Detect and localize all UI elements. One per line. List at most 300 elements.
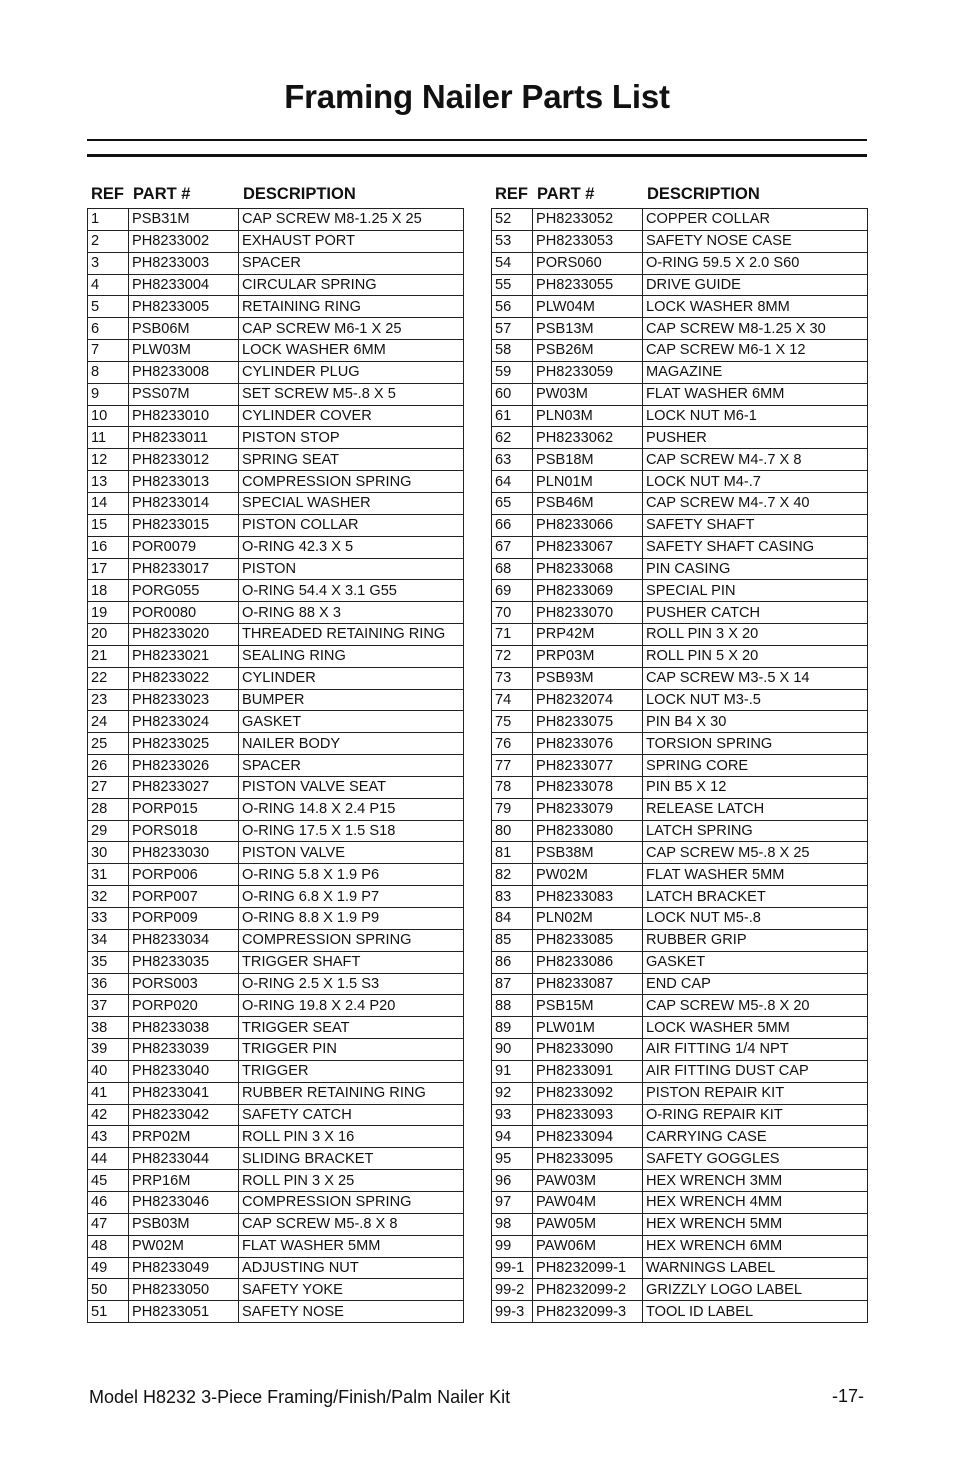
- part-number-cell: PH8233068: [533, 558, 643, 580]
- ref-cell: 28: [88, 798, 129, 820]
- description-cell: TORSION SPRING: [643, 733, 868, 755]
- part-number-cell: PH8233092: [533, 1082, 643, 1104]
- ref-cell: 90: [492, 1039, 533, 1061]
- part-number-cell: PH8233085: [533, 929, 643, 951]
- description-cell: SAFETY CATCH: [239, 1104, 464, 1126]
- part-number-cell: PH8233040: [129, 1060, 239, 1082]
- part-number-cell: PH8233052: [533, 209, 643, 231]
- description-cell: TRIGGER SEAT: [239, 1017, 464, 1039]
- column-header-part: PART #: [133, 185, 191, 203]
- description-cell: LATCH SPRING: [643, 820, 868, 842]
- table-row: [88, 383, 464, 405]
- table-row: [88, 318, 464, 340]
- description-cell: LOCK NUT M6-1: [643, 405, 868, 427]
- table-row: [492, 602, 868, 624]
- ref-cell: 56: [492, 296, 533, 318]
- description-cell: PISTON VALVE: [239, 842, 464, 864]
- table-row: [492, 558, 868, 580]
- description-cell: PUSHER CATCH: [643, 602, 868, 624]
- table-row: [492, 755, 868, 777]
- description-cell: O-RING 6.8 X 1.9 P7: [239, 886, 464, 908]
- part-number-cell: PH8233041: [129, 1082, 239, 1104]
- table-row: [88, 558, 464, 580]
- ref-cell: 99-3: [492, 1301, 533, 1323]
- parts-list-right: [491, 183, 867, 1323]
- description-cell: LOCK NUT M5-.8: [643, 908, 868, 930]
- part-number-cell: PH8233042: [129, 1104, 239, 1126]
- part-number-cell: PH8233027: [129, 776, 239, 798]
- table-row: [492, 995, 868, 1017]
- column-header-ref: REF: [495, 185, 528, 203]
- ref-cell: 18: [88, 580, 129, 602]
- part-number-cell: PH8233034: [129, 929, 239, 951]
- part-number-cell: PORP009: [129, 908, 239, 930]
- ref-cell: 96: [492, 1170, 533, 1192]
- part-number-cell: PSB26M: [533, 340, 643, 362]
- part-number-cell: PH8233091: [533, 1060, 643, 1082]
- description-cell: SPRING SEAT: [239, 449, 464, 471]
- table-row: [492, 1082, 868, 1104]
- part-number-cell: PH8233059: [533, 361, 643, 383]
- table-row: [492, 820, 868, 842]
- ref-cell: 92: [492, 1082, 533, 1104]
- ref-cell: 99-2: [492, 1279, 533, 1301]
- description-cell: END CAP: [643, 973, 868, 995]
- part-number-cell: PH8233025: [129, 733, 239, 755]
- table-row: [88, 733, 464, 755]
- ref-cell: 74: [492, 689, 533, 711]
- description-cell: O-RING 59.5 X 2.0 S60: [643, 252, 868, 274]
- table-row: [88, 1082, 464, 1104]
- table-header: [491, 183, 867, 208]
- ref-cell: 7: [88, 340, 129, 362]
- table-row: [492, 886, 868, 908]
- title-rule-thin: [87, 139, 867, 141]
- part-number-cell: PH8233023: [129, 689, 239, 711]
- description-cell: RELEASE LATCH: [643, 798, 868, 820]
- table-row: [492, 361, 868, 383]
- part-number-cell: POR0079: [129, 536, 239, 558]
- table-row: [492, 318, 868, 340]
- ref-cell: 29: [88, 820, 129, 842]
- ref-cell: 68: [492, 558, 533, 580]
- description-cell: LOCK WASHER 6MM: [239, 340, 464, 362]
- ref-cell: 64: [492, 471, 533, 493]
- ref-cell: 70: [492, 602, 533, 624]
- part-number-cell: PH8233030: [129, 842, 239, 864]
- description-cell: PISTON REPAIR KIT: [643, 1082, 868, 1104]
- table-row: [88, 449, 464, 471]
- table-row: [492, 624, 868, 646]
- description-cell: PUSHER: [643, 427, 868, 449]
- description-cell: TRIGGER PIN: [239, 1039, 464, 1061]
- parts-table-right: [491, 208, 868, 1323]
- table-row: [492, 1104, 868, 1126]
- table-row: [88, 886, 464, 908]
- ref-cell: 95: [492, 1148, 533, 1170]
- ref-cell: 32: [88, 886, 129, 908]
- ref-cell: 45: [88, 1170, 129, 1192]
- ref-cell: 21: [88, 645, 129, 667]
- part-number-cell: PH8232099-3: [533, 1301, 643, 1323]
- part-number-cell: PH8233020: [129, 624, 239, 646]
- table-row: [88, 1060, 464, 1082]
- table-row: [492, 296, 868, 318]
- description-cell: CAP SCREW M6-1 X 25: [239, 318, 464, 340]
- part-number-cell: PORP020: [129, 995, 239, 1017]
- table-row: [88, 624, 464, 646]
- table-row: [492, 536, 868, 558]
- description-cell: MAGAZINE: [643, 361, 868, 383]
- description-cell: CIRCULAR SPRING: [239, 274, 464, 296]
- ref-cell: 44: [88, 1148, 129, 1170]
- part-number-cell: PSB03M: [129, 1213, 239, 1235]
- ref-cell: 49: [88, 1257, 129, 1279]
- description-cell: TOOL ID LABEL: [643, 1301, 868, 1323]
- table-row: [88, 1170, 464, 1192]
- part-number-cell: PH8233049: [129, 1257, 239, 1279]
- part-number-cell: PORS003: [129, 973, 239, 995]
- table-row: [88, 711, 464, 733]
- description-cell: O-RING REPAIR KIT: [643, 1104, 868, 1126]
- description-cell: PISTON VALVE SEAT: [239, 776, 464, 798]
- description-cell: SPACER: [239, 755, 464, 777]
- description-cell: PIN CASING: [643, 558, 868, 580]
- page-title: Framing Nailer Parts List: [284, 78, 670, 115]
- part-number-cell: PH8233069: [533, 580, 643, 602]
- ref-cell: 4: [88, 274, 129, 296]
- table-row: [492, 776, 868, 798]
- part-number-cell: PSB38M: [533, 842, 643, 864]
- description-cell: SAFETY NOSE CASE: [643, 230, 868, 252]
- table-row: [492, 252, 868, 274]
- table-row: [492, 842, 868, 864]
- table-row: [492, 645, 868, 667]
- table-row: [88, 1104, 464, 1126]
- ref-cell: 2: [88, 230, 129, 252]
- description-cell: PISTON COLLAR: [239, 514, 464, 536]
- description-cell: LOCK NUT M4-.7: [643, 471, 868, 493]
- part-number-cell: PW02M: [129, 1235, 239, 1257]
- ref-cell: 60: [492, 383, 533, 405]
- ref-cell: 8: [88, 361, 129, 383]
- part-number-cell: PSB46M: [533, 492, 643, 514]
- ref-cell: 65: [492, 492, 533, 514]
- ref-cell: 23: [88, 689, 129, 711]
- description-cell: CAP SCREW M6-1 X 12: [643, 340, 868, 362]
- part-number-cell: PORP007: [129, 886, 239, 908]
- table-row: [88, 1126, 464, 1148]
- ref-cell: 3: [88, 252, 129, 274]
- ref-cell: 26: [88, 755, 129, 777]
- part-number-cell: PRP03M: [533, 645, 643, 667]
- description-cell: COPPER COLLAR: [643, 209, 868, 231]
- description-cell: CYLINDER COVER: [239, 405, 464, 427]
- part-number-cell: PSS07M: [129, 383, 239, 405]
- description-cell: O-RING 88 X 3: [239, 602, 464, 624]
- description-cell: RUBBER RETAINING RING: [239, 1082, 464, 1104]
- table-row: [88, 995, 464, 1017]
- table-row: [492, 667, 868, 689]
- ref-cell: 11: [88, 427, 129, 449]
- table-row: [492, 405, 868, 427]
- page-number: -17-: [831, 1386, 864, 1406]
- ref-cell: 10: [88, 405, 129, 427]
- ref-cell: 94: [492, 1126, 533, 1148]
- ref-cell: 81: [492, 842, 533, 864]
- description-cell: CAP SCREW M5-.8 X 8: [239, 1213, 464, 1235]
- part-number-cell: PH8232074: [533, 689, 643, 711]
- table-row: [492, 580, 868, 602]
- ref-cell: 27: [88, 776, 129, 798]
- table-row: [88, 776, 464, 798]
- ref-cell: 61: [492, 405, 533, 427]
- description-cell: O-RING 19.8 X 2.4 P20: [239, 995, 464, 1017]
- part-number-cell: PLN03M: [533, 405, 643, 427]
- ref-cell: 16: [88, 536, 129, 558]
- table-row: [492, 1235, 868, 1257]
- ref-cell: 15: [88, 514, 129, 536]
- description-cell: DRIVE GUIDE: [643, 274, 868, 296]
- part-number-cell: PAW04M: [533, 1191, 643, 1213]
- ref-cell: 39: [88, 1039, 129, 1061]
- description-cell: THREADED RETAINING RING: [239, 624, 464, 646]
- ref-cell: 57: [492, 318, 533, 340]
- description-cell: TRIGGER SHAFT: [239, 951, 464, 973]
- description-cell: CYLINDER PLUG: [239, 361, 464, 383]
- part-number-cell: PLN02M: [533, 908, 643, 930]
- part-number-cell: PH8233024: [129, 711, 239, 733]
- table-row: [492, 973, 868, 995]
- description-cell: NAILER BODY: [239, 733, 464, 755]
- table-row: [88, 536, 464, 558]
- ref-cell: 48: [88, 1235, 129, 1257]
- ref-cell: 12: [88, 449, 129, 471]
- column-header-description: DESCRIPTION: [647, 185, 760, 203]
- table-row: [492, 514, 868, 536]
- description-cell: PISTON: [239, 558, 464, 580]
- table-row: [88, 864, 464, 886]
- table-row: [492, 951, 868, 973]
- part-number-cell: POR0080: [129, 602, 239, 624]
- part-number-cell: PLW03M: [129, 340, 239, 362]
- description-cell: HEX WRENCH 6MM: [643, 1235, 868, 1257]
- description-cell: SPECIAL WASHER: [239, 492, 464, 514]
- description-cell: PIN B4 X 30: [643, 711, 868, 733]
- table-row: [492, 340, 868, 362]
- table-row: [88, 514, 464, 536]
- description-cell: CAP SCREW M5-.8 X 25: [643, 842, 868, 864]
- part-number-cell: PH8233055: [533, 274, 643, 296]
- description-cell: SET SCREW M5-.8 X 5: [239, 383, 464, 405]
- ref-cell: 24: [88, 711, 129, 733]
- part-number-cell: PH8233010: [129, 405, 239, 427]
- part-number-cell: PLN01M: [533, 471, 643, 493]
- description-cell: COMPRESSION SPRING: [239, 929, 464, 951]
- ref-cell: 30: [88, 842, 129, 864]
- title-rule-thick: [87, 154, 867, 157]
- table-row: [492, 1017, 868, 1039]
- description-cell: AIR FITTING DUST CAP: [643, 1060, 868, 1082]
- ref-cell: 17: [88, 558, 129, 580]
- description-cell: O-RING 14.8 X 2.4 P15: [239, 798, 464, 820]
- ref-cell: 99-1: [492, 1257, 533, 1279]
- ref-cell: 86: [492, 951, 533, 973]
- part-number-cell: PH8233095: [533, 1148, 643, 1170]
- ref-cell: 79: [492, 798, 533, 820]
- description-cell: O-RING 5.8 X 1.9 P6: [239, 864, 464, 886]
- part-number-cell: PH8233044: [129, 1148, 239, 1170]
- table-row: [492, 1191, 868, 1213]
- table-row: [492, 733, 868, 755]
- ref-cell: 88: [492, 995, 533, 1017]
- description-cell: SPACER: [239, 252, 464, 274]
- ref-cell: 53: [492, 230, 533, 252]
- description-cell: SPECIAL PIN: [643, 580, 868, 602]
- ref-cell: 82: [492, 864, 533, 886]
- table-row: [88, 929, 464, 951]
- table-row: [88, 1148, 464, 1170]
- part-number-cell: PSB18M: [533, 449, 643, 471]
- part-number-cell: PH8233094: [533, 1126, 643, 1148]
- ref-cell: 89: [492, 1017, 533, 1039]
- ref-cell: 72: [492, 645, 533, 667]
- ref-cell: 93: [492, 1104, 533, 1126]
- part-number-cell: PH8233002: [129, 230, 239, 252]
- ref-cell: 77: [492, 755, 533, 777]
- table-row: [492, 1126, 868, 1148]
- parts-list-left: [87, 183, 463, 1323]
- part-number-cell: PW03M: [533, 383, 643, 405]
- ref-cell: 58: [492, 340, 533, 362]
- ref-cell: 43: [88, 1126, 129, 1148]
- part-number-cell: PORP006: [129, 864, 239, 886]
- description-cell: CAP SCREW M5-.8 X 20: [643, 995, 868, 1017]
- table-row: [492, 689, 868, 711]
- table-row: [88, 1301, 464, 1323]
- part-number-cell: PH8233062: [533, 427, 643, 449]
- part-number-cell: PH8232099-1: [533, 1257, 643, 1279]
- ref-cell: 51: [88, 1301, 129, 1323]
- table-row: [492, 449, 868, 471]
- table-row: [492, 1060, 868, 1082]
- table-row: [492, 471, 868, 493]
- ref-cell: 59: [492, 361, 533, 383]
- table-row: [88, 1279, 464, 1301]
- part-number-cell: PH8233067: [533, 536, 643, 558]
- description-cell: ROLL PIN 5 X 20: [643, 645, 868, 667]
- description-cell: CAP SCREW M3-.5 X 14: [643, 667, 868, 689]
- table-row: [492, 1170, 868, 1192]
- description-cell: LOCK NUT M3-.5: [643, 689, 868, 711]
- part-number-cell: PH8233011: [129, 427, 239, 449]
- table-row: [88, 1191, 464, 1213]
- part-number-cell: PH8233008: [129, 361, 239, 383]
- ref-cell: 41: [88, 1082, 129, 1104]
- ref-cell: 75: [492, 711, 533, 733]
- description-cell: GASKET: [239, 711, 464, 733]
- column-header-part: PART #: [537, 185, 595, 203]
- table-row: [88, 340, 464, 362]
- description-cell: CYLINDER: [239, 667, 464, 689]
- part-number-cell: PH8233003: [129, 252, 239, 274]
- ref-cell: 98: [492, 1213, 533, 1235]
- table-row: [88, 842, 464, 864]
- description-cell: PIN B5 X 12: [643, 776, 868, 798]
- ref-cell: 50: [88, 1279, 129, 1301]
- part-number-cell: PLW01M: [533, 1017, 643, 1039]
- description-cell: HEX WRENCH 4MM: [643, 1191, 868, 1213]
- table-row: [492, 427, 868, 449]
- description-cell: RETAINING RING: [239, 296, 464, 318]
- part-number-cell: PH8233014: [129, 492, 239, 514]
- part-number-cell: PLW04M: [533, 296, 643, 318]
- table-row: [88, 973, 464, 995]
- part-number-cell: PH8233070: [533, 602, 643, 624]
- part-number-cell: PH8233093: [533, 1104, 643, 1126]
- ref-cell: 62: [492, 427, 533, 449]
- description-cell: RUBBER GRIP: [643, 929, 868, 951]
- part-number-cell: PH8233017: [129, 558, 239, 580]
- table-row: [88, 580, 464, 602]
- description-cell: CARRYING CASE: [643, 1126, 868, 1148]
- part-number-cell: PH8233038: [129, 1017, 239, 1039]
- table-row: [88, 798, 464, 820]
- part-number-cell: PH8233051: [129, 1301, 239, 1323]
- ref-cell: 78: [492, 776, 533, 798]
- description-cell: COMPRESSION SPRING: [239, 1191, 464, 1213]
- part-number-cell: PH8233066: [533, 514, 643, 536]
- description-cell: SAFETY GOGGLES: [643, 1148, 868, 1170]
- description-cell: SAFETY YOKE: [239, 1279, 464, 1301]
- description-cell: TRIGGER: [239, 1060, 464, 1082]
- ref-cell: 99: [492, 1235, 533, 1257]
- ref-cell: 38: [88, 1017, 129, 1039]
- part-number-cell: PAW05M: [533, 1213, 643, 1235]
- part-number-cell: PAW06M: [533, 1235, 643, 1257]
- ref-cell: 85: [492, 929, 533, 951]
- description-cell: BUMPER: [239, 689, 464, 711]
- ref-cell: 54: [492, 252, 533, 274]
- part-number-cell: PH8233046: [129, 1191, 239, 1213]
- description-cell: SEALING RING: [239, 645, 464, 667]
- description-cell: ROLL PIN 3 X 16: [239, 1126, 464, 1148]
- part-number-cell: PH8233005: [129, 296, 239, 318]
- description-cell: CAP SCREW M8-1.25 X 30: [643, 318, 868, 340]
- table-row: [88, 908, 464, 930]
- table-row: [492, 230, 868, 252]
- table-header: [87, 183, 463, 208]
- table-row: [88, 471, 464, 493]
- part-number-cell: PH8233077: [533, 755, 643, 777]
- ref-cell: 9: [88, 383, 129, 405]
- table-row: [88, 361, 464, 383]
- ref-cell: 73: [492, 667, 533, 689]
- description-cell: SPRING CORE: [643, 755, 868, 777]
- ref-cell: 83: [492, 886, 533, 908]
- description-cell: GRIZZLY LOGO LABEL: [643, 1279, 868, 1301]
- table-row: [88, 602, 464, 624]
- part-number-cell: PW02M: [533, 864, 643, 886]
- ref-cell: 25: [88, 733, 129, 755]
- ref-cell: 37: [88, 995, 129, 1017]
- description-cell: CAP SCREW M4-.7 X 40: [643, 492, 868, 514]
- part-number-cell: PH8233087: [533, 973, 643, 995]
- part-number-cell: PORS018: [129, 820, 239, 842]
- description-cell: O-RING 54.4 X 3.1 G55: [239, 580, 464, 602]
- part-number-cell: PH8233083: [533, 886, 643, 908]
- ref-cell: 67: [492, 536, 533, 558]
